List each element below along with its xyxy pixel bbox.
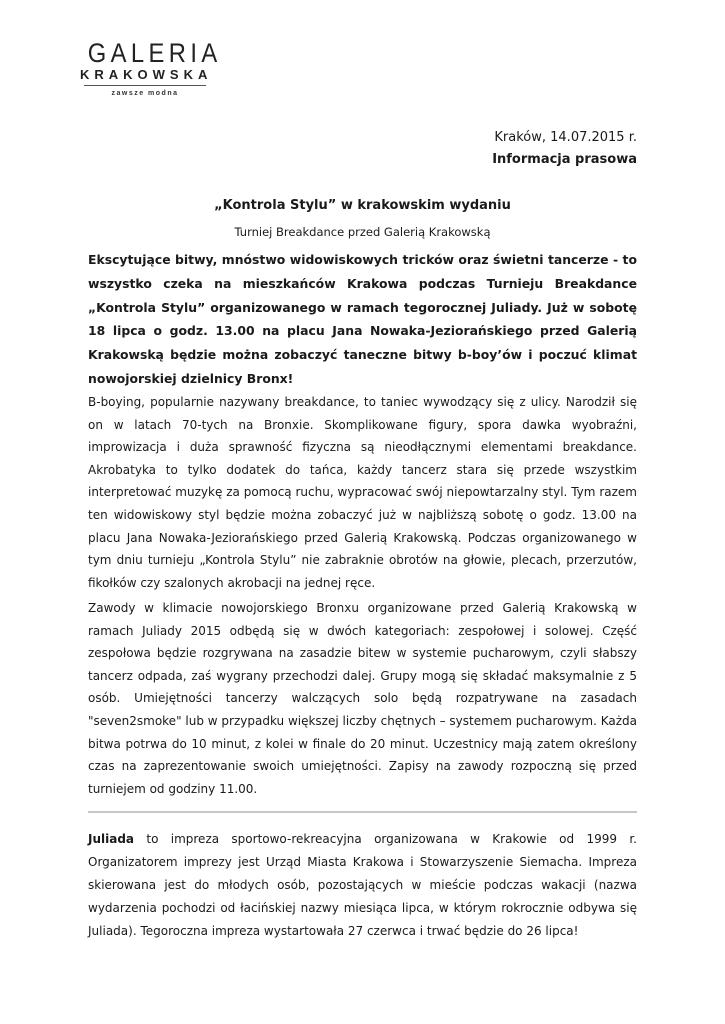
logo-subline: KRAKOWSKA — [80, 67, 213, 82]
body-paragraph-breakdance: B-boying, popularnie nazywany breakdance, to taniec wywodzący się z ulicy. Narodził się on w latach 70-tych na Bronxie. Skomplikowane figury, spora dawka wyobraźni, improwizacja i duża sprawność fizyczna są nieodłącznymi elementami breakdance. Akrobatyka to tylko dodatek do tańca, każdy tancerz stara się przede wszystkim interpretować muzykę za pomocą ruchu, wypracować swój niepowtarzalny styl. Tym razem ten widowiskowy styl będzie można zobaczyć już w najbliższą sobotę o godz. 13.00 na placu Jana Nowaka-Jeziorańskiego przed Galerią Krakowską. Podczas organizowanego w tym dniu turnieju „Kontrola Stylu” nie zabraknie obrotów na głowie, plecach, przerzutów, fikołków czy szalonych akrobacji na jednej ręce. — [88, 395, 637, 590]
lead-paragraph: Ekscytujące bitwy, mnóstwo widowiskowych tricków oraz świetni tancerze - to wszystko czeka na mieszkańców Krakowa podczas Turnieju Breakdance „Kontrola Stylu” organizowanego w ramach tegorocznej Juliady. Już w sobotę 18 lipca o godz. 13.00 na placu Jana Nowaka-Jeziorańskiego przed Galerią Krakowską będzie można zobaczyć taneczne bitwy b-boy’ów i poczuć klimat nowojorskiej dzielnicy Bronx! — [88, 252, 637, 386]
document-type: Informacja prasowa — [492, 152, 637, 167]
juliada-paragraph — [88, 828, 637, 943]
juliada-term: Juliada — [88, 832, 135, 846]
logo-rule — [84, 85, 206, 86]
logo-wordmark: GALERIA — [87, 38, 222, 68]
logo-tagline: zawsze modna — [111, 90, 179, 97]
body-paragraph-competition: Zawody w klimacie nowojorskiego Bronxu organizowane przed Galerią Krakowską w ramach Juliady 2015 odbędą się w dwóch kategoriach: zespołowej i solowej. Część zespołowa będzie rozgrywana na zasadzie bitew w systemie pucharowym, czyli słabszy tancerz odpada, zaś wygrany przechodzi dalej. Grupy mogą się składać maksymalnie z 5 osób. Umiejętności tancerzy walczących solo będą rozpatrywane na zasadach "seven2smoke" lub w przypadku większej liczby chętnych – systemem pucharowym. Każda bitwa potrwa do 10 minut, z kolei w finale do 20 minut. Uczestnicy mają zatem określony czas na zaprezentowanie swoich umiejętności. Zapisy na zawody rozpoczną się przed turniejem od godziny 11.00. — [88, 601, 638, 796]
section-divider — [88, 811, 637, 813]
document-date: Kraków, 14.07.2015 r. — [494, 130, 637, 145]
press-release-title: „Kontrola Stylu” w krakowskim wydaniu — [214, 198, 511, 213]
press-release-subtitle: Turniej Breakdance przed Galerią Krakowską — [234, 225, 491, 239]
juliada-description: to impreza sportowo-rekreacyjna organizowana w Krakowie od 1999 r. Organizatorem imprezy jest Urząd Miasta Krakowa i Stowarzyszenie Siemacha. Impreza skierowana jest do młodych osób, pozostających w mieście podczas wakacji (nazwa wydarzenia pochodzi od łacińskiej nazwy miesiąca lipca, w którym rokrocznie odbywa się Juliada). Tegoroczna impreza wystartowała 27 czerwca i trwać będzie do 26 lipca! — [88, 832, 637, 938]
galeria-krakowska-logo — [80, 38, 222, 97]
